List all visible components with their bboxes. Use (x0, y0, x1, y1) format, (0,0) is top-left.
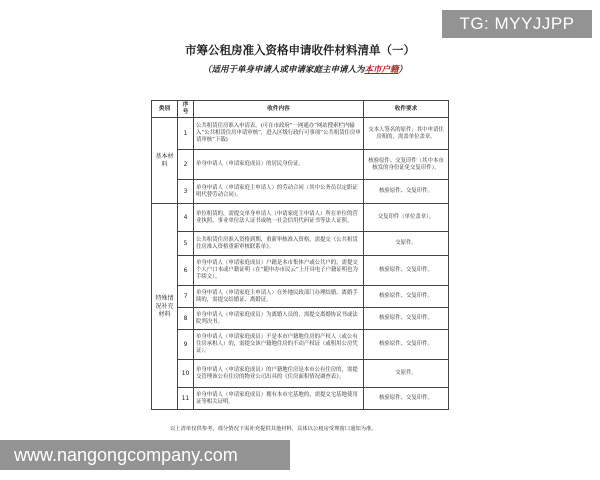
header-number: 序号 (178, 101, 194, 118)
category-special: 特殊情况补充材料 (152, 204, 178, 410)
subtitle-suffix: ） (398, 65, 408, 75)
row-number: 2 (178, 150, 194, 180)
row-number: 5 (178, 232, 194, 256)
header-content: 收件内容 (194, 101, 364, 118)
row-requirement: 核验原件、交复印件。 (364, 256, 449, 286)
row-content: 单身申请人（申请家庭成员）为离婚人员的，需提交离婚协议书或法院判决书。 (194, 308, 364, 330)
row-requirement: 交本人签名的原件；其中申请住房租的，需盖单位盖章。 (364, 118, 449, 150)
watermark-top: TG: MYYJJPP (442, 10, 592, 38)
row-requirement: 核验原件、交复印件（其中本市核发的身份证免交复印件）。 (364, 150, 449, 180)
watermark-bottom: www.nangongcompany.com (0, 440, 290, 470)
row-content: 单身申请人（申请家庭成员）户籍是本市集体户或公共户的，需提交个人户口本或户籍证明（在“随申办市民云”上开具电子户籍证明也为手续文）。 (194, 256, 364, 286)
row-number: 10 (178, 360, 194, 388)
row-content: 公共租赁住房准入申请表。(可在市政府“一网通办”网站搜索栏内输入“公共租赁住房申请审核”，进入区级行政行可事项“公共租赁住房申请审核”下载) (194, 118, 364, 150)
row-number: 9 (178, 330, 194, 360)
table-row (152, 388, 449, 410)
row-content: 单身申请人（申请家庭主申请人）的劳动合同（其中公务员以定职证明代替劳动合同）。 (194, 180, 364, 204)
row-requirement: 交原件。 (364, 360, 449, 388)
footnote: 以上清单仅供参考，部分情况下需补充提供其他材料，具体以公租房受理窗口通知为准。 (170, 426, 377, 432)
header-category: 类别 (152, 101, 178, 118)
document-subtitle (170, 63, 440, 75)
row-content: 单身申请人（申请家庭成员）不是本市户籍地住房的产权人（或公有住房承租人）的，需提交该户籍地住房的不动产权证（或租用公房凭证）。 (194, 330, 364, 360)
row-requirement: 交原件。 (364, 232, 449, 256)
row-requirement: 核验原件、交复印件。 (364, 388, 449, 410)
category-basic: 基本材料 (152, 118, 178, 204)
materials-table (151, 100, 449, 410)
row-content: 单位租赁的，需提交单身申请人（申请家庭主申请人）所在单位的营业执照、事业单位法人证书或统一社会信用代码证书等法人证照。 (194, 204, 364, 232)
header-requirement: 收件要求 (364, 101, 449, 118)
table-row (152, 256, 449, 286)
table-row (152, 180, 449, 204)
row-content: 单身申请人（申请家庭成员）的居民身份证。 (194, 150, 364, 180)
table-row (152, 286, 449, 308)
table-row (152, 232, 449, 256)
row-requirement: 交复印件（单位盖章）。 (364, 204, 449, 232)
row-content: 单身申请人（申请家庭主申请人）在外地民政部门办理结婚、离婚手续的，需提交结婚证、离婚证。 (194, 286, 364, 308)
row-requirement: 核验原件、交复印件。 (364, 180, 449, 204)
subtitle-prefix: （适用于单身申请人或申请家庭主申请人为 (202, 65, 365, 75)
row-content: 单身申请人（申请家庭成员）的户籍地住房是本市公有住房的，需提交管理该公有住房的物业公司出具的《住房面积情况调查表》。 (194, 360, 364, 388)
table-row (152, 330, 449, 360)
table-row (152, 204, 449, 232)
row-number: 1 (178, 118, 194, 150)
row-requirement: 核验原件、交复印件。 (364, 286, 449, 308)
row-requirement: 核验原件、交复印件。 (364, 330, 449, 360)
row-content: 单身申请人（申请家庭成员）拥有本市宅基地的，需提交宅基地使用证等相关证明。 (194, 388, 364, 410)
table-row (152, 308, 449, 330)
row-number: 8 (178, 308, 194, 330)
table-row (152, 150, 449, 180)
row-requirement: 核验原件、交复印件。 (364, 308, 449, 330)
row-number: 11 (178, 388, 194, 410)
row-number: 3 (178, 180, 194, 204)
row-content: 公共租赁住房准入资格到期，重新审核准入资格，需提交《公共租赁住房准入资格重新审核联系单》。 (194, 232, 364, 256)
row-number: 6 (178, 256, 194, 286)
table-row (152, 360, 449, 388)
row-number: 4 (178, 204, 194, 232)
table-header-row (152, 101, 449, 118)
subtitle-emphasis: 本市户籍 (364, 65, 399, 75)
document-title: 市筹公租房准入资格申请收件材料清单（一） (185, 43, 415, 57)
row-number: 7 (178, 286, 194, 308)
table-row (152, 118, 449, 150)
